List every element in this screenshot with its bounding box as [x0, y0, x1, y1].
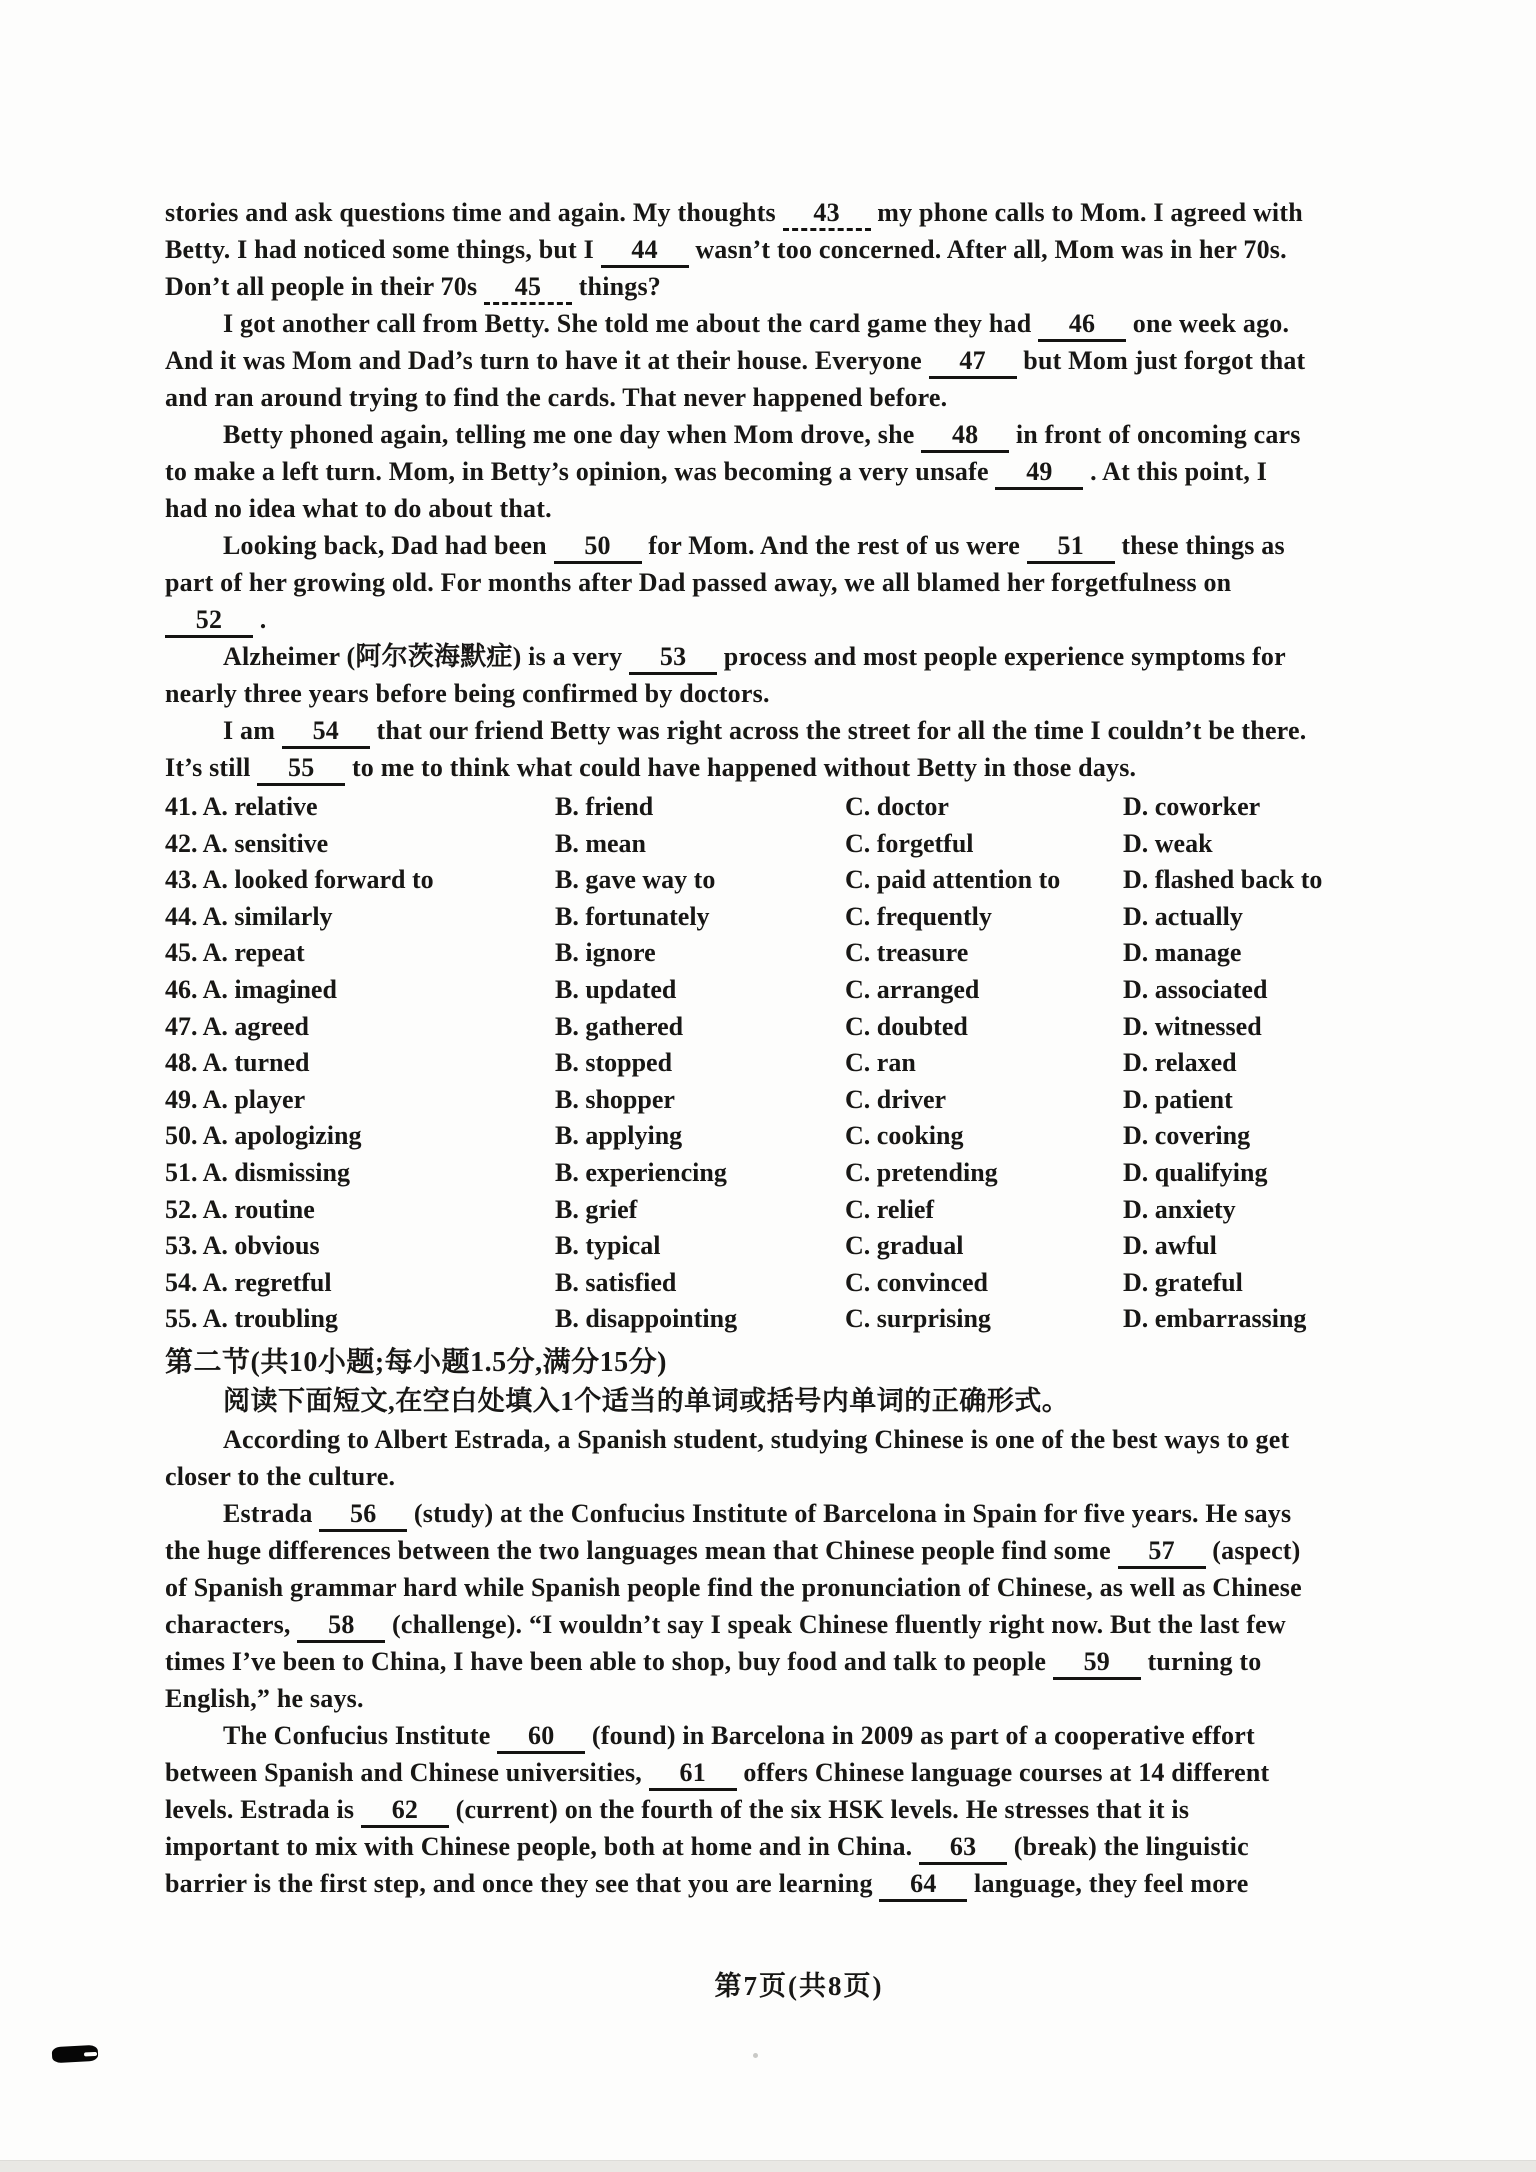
option-41-D: D. coworker: [1123, 792, 1261, 821]
passage-text: Betty. I had noticed some things, but I: [165, 235, 601, 264]
option-50-B: B. applying: [555, 1121, 683, 1151]
option-row-54: [165, 1265, 1433, 1302]
passage-line: [165, 527, 1433, 564]
option-43-C: C. paid attention to: [845, 865, 1061, 895]
passage-line: [165, 1495, 1433, 1532]
option-row-55: [165, 1301, 1433, 1338]
blank-54: 54: [282, 715, 370, 749]
option-41-C: C. doctor: [845, 792, 949, 821]
passage-text: one week ago.: [1126, 309, 1290, 338]
passage-text: It’s still: [165, 753, 258, 782]
option-44-A: 44. A. similarly: [165, 901, 333, 931]
option-row-41: [165, 789, 1433, 826]
passage-text: times I’ve been to China, I have been able to shop, buy food and talk to people: [165, 1646, 1053, 1676]
cloze-passage: [165, 194, 1433, 786]
blank-50: 50: [554, 530, 642, 564]
passage-line: [165, 342, 1433, 379]
option-54-C: C. convinced: [845, 1267, 988, 1297]
passage-line: [165, 416, 1433, 453]
option-46-C: C. arranged: [845, 974, 980, 1004]
option-row-49: [165, 1082, 1433, 1119]
option-48-A: 48. A. turned: [165, 1048, 310, 1078]
option-45-D: D. manage: [1123, 938, 1242, 968]
blank-45: 45: [484, 271, 572, 305]
passage-line: [165, 490, 1433, 527]
option-41-A: 41. A. relative: [165, 792, 318, 821]
passage-text: levels. Estrada is: [165, 1794, 361, 1824]
blank-59: 59: [1053, 1646, 1141, 1680]
option-55-C: C. surprising: [845, 1304, 991, 1334]
passage-text: barrier is the first step, and once they see that you are learning: [165, 1868, 880, 1898]
passage-line: [165, 1569, 1433, 1606]
passage-text: wasn’t too concerned. After all, Mom was in her 70s.: [688, 235, 1287, 264]
option-42-D: D. weak: [1123, 828, 1213, 858]
passage-line: [165, 712, 1433, 749]
option-row-50: [165, 1118, 1433, 1155]
passage-line: [165, 1458, 1433, 1495]
option-48-C: C. ran: [845, 1048, 916, 1078]
option-row-45: [165, 935, 1433, 972]
passage-line: [165, 268, 1433, 305]
passage-text: (current) on the fourth of the six HSK levels. He stresses that it is: [448, 1794, 1190, 1824]
option-49-C: C. driver: [845, 1084, 947, 1114]
passage-text: And it was Mom and Dad’s turn to have it at their house. Everyone: [165, 346, 929, 375]
option-51-C: C. pretending: [845, 1157, 998, 1187]
option-52-A: 52. A. routine: [165, 1194, 315, 1224]
option-46-D: D. associated: [1123, 974, 1268, 1004]
passage-text: of Spanish grammar hard while Spanish people find the pronunciation of Chinese, as well as Chinese: [165, 1572, 1302, 1602]
blank-46: 46: [1038, 308, 1126, 342]
passage-line: [165, 194, 1433, 231]
passage-line: [165, 231, 1433, 268]
passage-text: Betty phoned again, telling me one day when Mom drove, she: [223, 420, 922, 449]
passage-line: [165, 305, 1433, 342]
passage-text: my phone calls to Mom. I agreed with: [870, 198, 1303, 227]
passage-line: [165, 1643, 1433, 1680]
passage-text: (challenge). “I wouldn’t say I speak Chinese fluently right now. But the last few: [385, 1609, 1286, 1639]
option-42-B: B. mean: [555, 828, 646, 858]
passage-text: English,” he says.: [165, 1683, 364, 1713]
passage-line: [165, 601, 1433, 638]
option-53-A: 53. A. obvious: [165, 1231, 320, 1261]
passage-text: The Confucius Institute: [223, 1720, 498, 1750]
option-55-D: D. embarrassing: [1123, 1304, 1307, 1334]
passage-line: [165, 1680, 1433, 1717]
passage-text: had no idea what to do about that.: [165, 494, 552, 523]
passage-text: that our friend Betty was right across the street for all the time I couldn’t be there.: [369, 716, 1307, 745]
option-50-C: C. cooking: [845, 1121, 964, 1151]
option-50-A: 50. A. apologizing: [165, 1121, 362, 1151]
option-54-D: D. grateful: [1123, 1267, 1243, 1297]
section2-instruction: 阅读下面短文,在空白处填入1个适当的单词或括号内单词的正确形式。: [223, 1385, 1070, 1416]
blank-61: 61: [649, 1757, 737, 1791]
option-45-C: C. treasure: [845, 938, 969, 968]
blank-63: 63: [919, 1831, 1007, 1865]
blank-49: 49: [995, 456, 1083, 490]
blank-48: 48: [921, 419, 1009, 453]
passage-text: between Spanish and Chinese universities,: [165, 1757, 649, 1787]
option-row-52: [165, 1192, 1433, 1229]
option-54-B: B. satisfied: [555, 1267, 677, 1297]
passage-line: [165, 564, 1433, 601]
scan-speck: [753, 2053, 758, 2058]
scan-ink-smudge: [52, 2045, 99, 2063]
page-number-footer: 第7页(共8页): [714, 1970, 884, 2001]
option-row-43: [165, 862, 1433, 899]
passage-text: part of her growing old. For months after Dad passed away, we all blamed her forgetfulness on: [165, 568, 1232, 597]
option-49-A: 49. A. player: [165, 1084, 306, 1114]
passage-text: Alzheimer (阿尔茨海默症) is a very: [223, 642, 630, 671]
option-55-A: 55. A. troubling: [165, 1304, 338, 1334]
option-46-A: 46. A. imagined: [165, 974, 337, 1004]
blank-51: 51: [1027, 530, 1115, 564]
option-47-B: B. gathered: [555, 1011, 684, 1041]
option-52-B: B. grief: [555, 1194, 638, 1224]
passage-text: (found) in Barcelona in 2009 as part of a cooperative effort: [585, 1720, 1255, 1750]
passage-text: to make a left turn. Mom, in Betty’s opinion, was becoming a very unsafe: [165, 457, 996, 486]
option-46-B: B. updated: [555, 974, 677, 1004]
blank-58: 58: [297, 1609, 385, 1643]
passage-text: language, they feel more: [967, 1868, 1249, 1898]
option-54-A: 54. A. regretful: [165, 1267, 332, 1297]
option-48-D: D. relaxed: [1123, 1048, 1237, 1078]
passage-text: closer to the culture.: [165, 1461, 396, 1491]
passage-line: [165, 675, 1433, 712]
option-row-47: [165, 1009, 1433, 1046]
blank-53: 53: [629, 641, 717, 675]
passage-text: and ran around trying to find the cards. That never happened before.: [165, 383, 948, 412]
passage-text: but Mom just forgot that: [1016, 346, 1306, 375]
passage-text: Looking back, Dad had been: [223, 531, 554, 560]
exam-page-content: [165, 194, 1433, 2003]
option-44-B: B. fortunately: [555, 901, 710, 931]
passage-line: [165, 1865, 1433, 1902]
option-51-B: B. experiencing: [555, 1157, 727, 1187]
passage-line: [165, 1828, 1433, 1865]
option-43-D: D. flashed back to: [1123, 865, 1323, 895]
passage-text: these things as: [1114, 531, 1285, 560]
option-41-B: B. friend: [555, 792, 654, 821]
option-row-42: [165, 826, 1433, 863]
passage-text: offers Chinese language courses at 14 different: [736, 1757, 1270, 1787]
blank-44: 44: [601, 234, 689, 268]
passage-text: Estrada: [223, 1498, 320, 1528]
passage-text: nearly three years before being confirmed by doctors.: [165, 679, 770, 708]
passage-text: (study) at the Confucius Institute of Barcelona in Spain for five years. He says: [407, 1498, 1292, 1528]
passage-text: . At this point, I: [1083, 457, 1268, 486]
passage-text: (break) the linguistic: [1007, 1831, 1249, 1861]
option-45-A: 45. A. repeat: [165, 938, 305, 968]
passage-line: [165, 1532, 1433, 1569]
option-row-44: [165, 899, 1433, 936]
passage-text: important to mix with Chinese people, both at home and in China.: [165, 1831, 920, 1861]
option-44-D: D. actually: [1123, 901, 1243, 931]
passage-text: I got another call from Betty. She told me about the card game they had: [223, 309, 1039, 338]
passage-line: [165, 453, 1433, 490]
passage-text: I am: [223, 716, 282, 745]
option-55-B: B. disappointing: [555, 1304, 738, 1334]
passage-text: things?: [571, 272, 662, 301]
section2-header: 第二节(共10小题;每小题1.5分,满分15分): [165, 1346, 667, 1378]
passage-text: turning to: [1140, 1646, 1262, 1676]
option-42-A: 42. A. sensitive: [165, 828, 329, 858]
option-51-A: 51. A. dismissing: [165, 1157, 350, 1187]
passage-text: (aspect): [1205, 1535, 1301, 1565]
blank-60: 60: [497, 1720, 585, 1754]
passage-text: According to Albert Estrada, a Spanish student, studying Chinese is one of the best ways to get: [223, 1424, 1290, 1454]
option-49-D: D. patient: [1123, 1084, 1233, 1114]
passage-text: characters,: [165, 1609, 298, 1639]
option-row-48: [165, 1045, 1433, 1082]
passage-text: in front of oncoming cars: [1009, 420, 1301, 449]
passage-line: [165, 1791, 1433, 1828]
option-51-D: D. qualifying: [1123, 1157, 1268, 1187]
scan-bottom-edge: [0, 2160, 1536, 2172]
passage-text: for Mom. And the rest of us were: [641, 531, 1027, 560]
blank-64: 64: [879, 1868, 967, 1902]
option-52-D: D. anxiety: [1123, 1194, 1236, 1224]
blank-57: 57: [1118, 1535, 1206, 1569]
option-53-C: C. gradual: [845, 1231, 964, 1261]
option-43-A: 43. A. looked forward to: [165, 865, 434, 895]
blank-43: 43: [783, 197, 871, 231]
option-50-D: D. covering: [1123, 1121, 1251, 1151]
option-48-B: B. stopped: [555, 1048, 673, 1078]
blank-55: 55: [257, 752, 345, 786]
passage-text: stories and ask questions time and again. My thoughts: [165, 198, 783, 227]
blank-47: 47: [929, 345, 1017, 379]
option-44-C: C. frequently: [845, 901, 992, 931]
passage-line: [165, 379, 1433, 416]
option-53-B: B. typical: [555, 1231, 661, 1261]
options-table: [165, 789, 1433, 1338]
passage-text: the huge differences between the two languages mean that Chinese people find some: [165, 1535, 1118, 1565]
passage-text: Don’t all people in their 70s: [165, 272, 484, 301]
option-52-C: C. relief: [845, 1194, 935, 1224]
passage-line: [165, 1717, 1433, 1754]
blank-52: 52: [165, 604, 253, 638]
option-53-D: D. awful: [1123, 1231, 1217, 1261]
option-row-53: [165, 1228, 1433, 1265]
blank-56: 56: [319, 1498, 407, 1532]
grammar-fill-passage: [165, 1421, 1433, 1902]
passage-line: [165, 1606, 1433, 1643]
blank-62: 62: [361, 1794, 449, 1828]
passage-line: [165, 749, 1433, 786]
option-row-51: [165, 1155, 1433, 1192]
option-47-D: D. witnessed: [1123, 1011, 1262, 1041]
option-43-B: B. gave way to: [555, 865, 716, 895]
option-42-C: C. forgetful: [845, 828, 974, 858]
passage-text: process and most people experience symptoms for: [717, 642, 1286, 671]
option-row-46: [165, 972, 1433, 1009]
option-47-C: C. doubted: [845, 1011, 968, 1041]
passage-line: [165, 1421, 1433, 1458]
passage-line: [165, 638, 1433, 675]
option-49-B: B. shopper: [555, 1084, 675, 1114]
option-47-A: 47. A. agreed: [165, 1011, 309, 1041]
option-45-B: B. ignore: [555, 938, 656, 968]
passage-line: [165, 1754, 1433, 1791]
passage-text: to me to think what could have happened without Betty in those days.: [345, 753, 1137, 782]
passage-text: .: [253, 605, 267, 634]
